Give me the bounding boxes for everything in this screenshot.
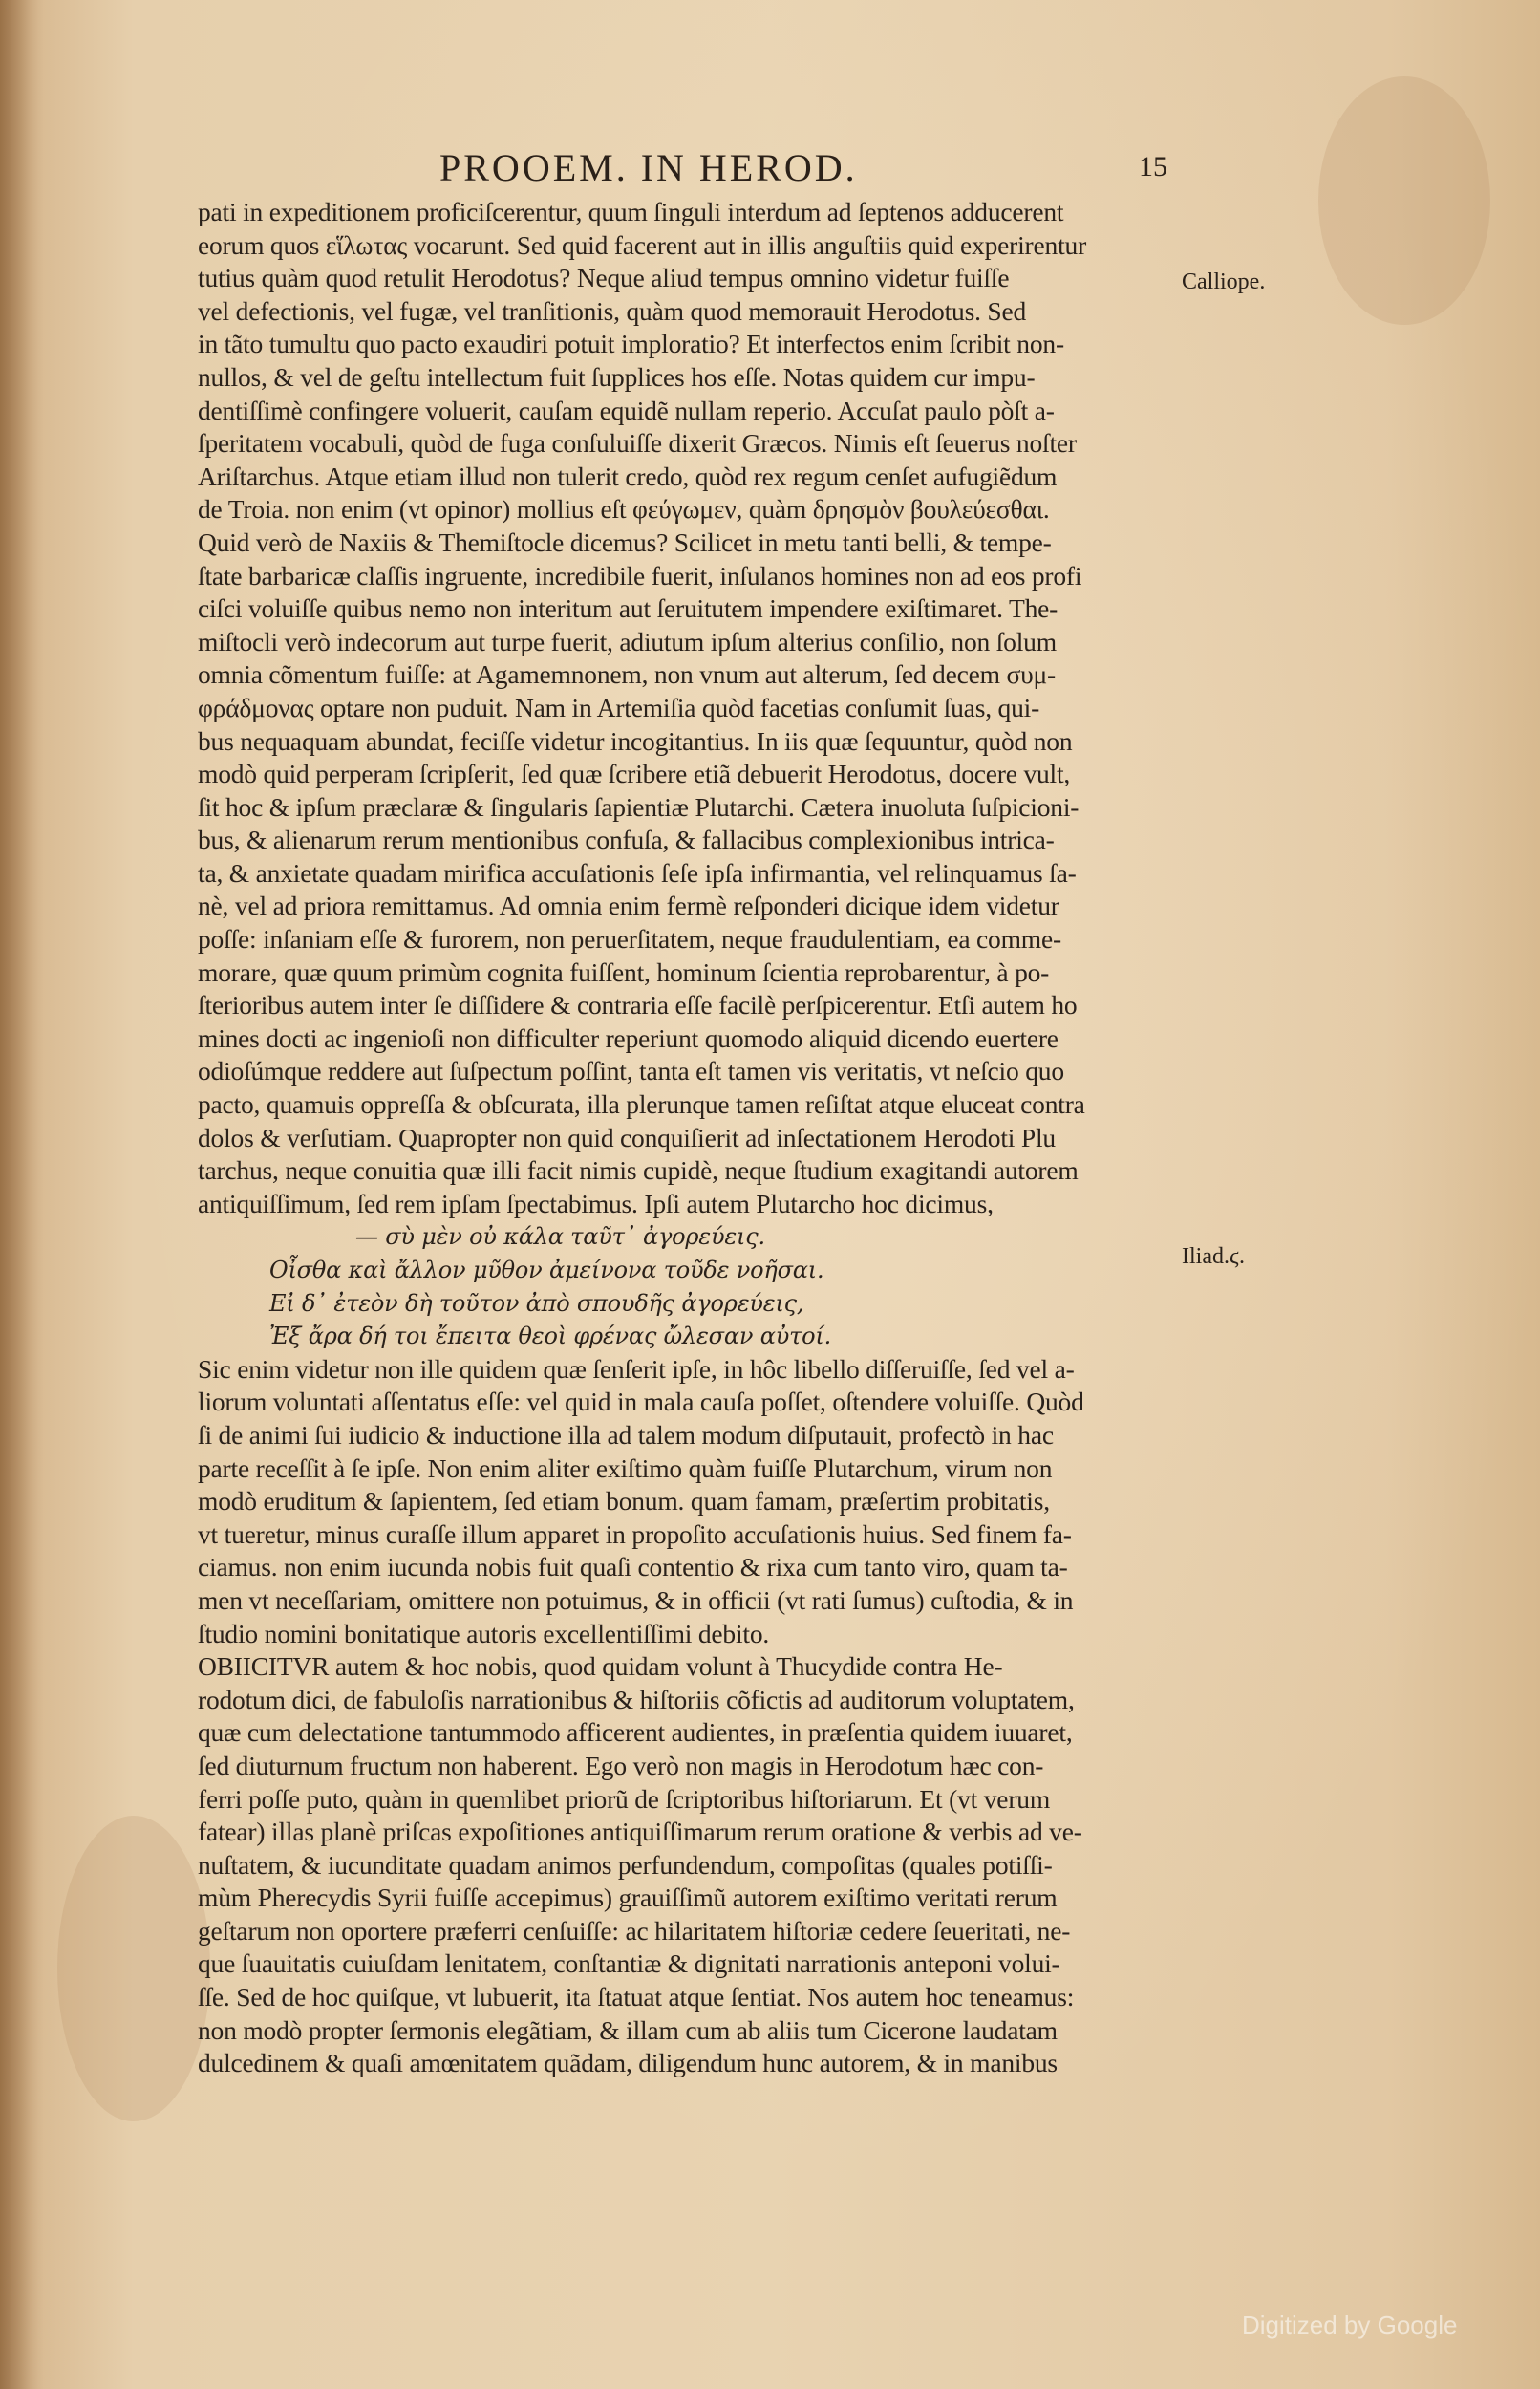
- text-line: parte receſſit à ſe ipſe. Non enim aliter exiſtimo quàm fuiſſe Plutarchum, virum non: [198, 1453, 1053, 1483]
- text-line: fatear) illas planè priſcas expoſitiones antiquiſſimarum rerum oratione & verbis ad ve-: [198, 1817, 1082, 1847]
- text-line: bus, & alienarum rerum mentionibus confuſa, & fallacibus complexionibus intrica-: [198, 825, 1055, 855]
- text-line: ferri poſſe puto, quàm in quemlibet priorũ de ſcriptoribus hiſtoriarum. Et (vt verum: [198, 1783, 1051, 1814]
- text-line: eorum quos εἵλωτας vocarunt. Sed quid facerent aut in illis anguſtiis quid experirentur: [198, 229, 1087, 260]
- page-gutter-shadow: [0, 0, 44, 2389]
- text-line: ſſe. Sed de hoc quiſque, vt lubuerit, ita ſtatuat atque ſentiat. Nos autem hoc teneamus:: [198, 1982, 1075, 2012]
- text-line: ſterioribus autem inter ſe diſſidere & contraria eſſe facilè perſpicerentur. Etſi autem ho: [198, 990, 1078, 1021]
- text-line: OBIICITVR autem & hoc nobis, quod quidam volunt à Thucydide contra He-: [198, 1651, 1003, 1682]
- text-line: mines docti ac ingenioſi non difficulter reperiunt quomodo aliquid dicendo euertere: [198, 1022, 1059, 1053]
- greek-verse-line: Οἶσθα καὶ ἄλλον μῦθον ἀμείνονα τοῦδε νοῆσαι.: [269, 1257, 824, 1283]
- text-line: dulcedinem & quaſi amœnitatem quãdam, diligendum hunc autorem, & in manibus: [198, 2048, 1058, 2078]
- watermark: Digitized by Google: [1242, 2311, 1458, 2339]
- text-line: geſtarum non oportere præferri cenſuiſſe: ac hilaritatem hiſtoriæ cedere ſeueritati, ne-: [198, 1915, 1071, 1946]
- text-line: in tãto tumultu quo pacto exaudiri potuit imploratio? Et interfectos enim ſcribit non-: [198, 329, 1064, 359]
- text-line: quæ cum delectatione tantummodo afficerent audientes, in præſentia quidem iuuaret,: [198, 1717, 1073, 1748]
- text-line: rodotum dici, de fabuloſis narrationibus & hiſtoriis cõfictis ad auditorum voluptatem,: [198, 1684, 1075, 1714]
- text-line: ciſci voluiſſe quibus nemo non interitum aut ſeruitutem impendere exiſtimaret. The-: [198, 593, 1059, 624]
- text-line: dentiſſimè confingere voluerit, cauſam equidẽ nullam reperio. Accuſat paulo pòſt a-: [198, 395, 1055, 425]
- text-line: mùm Pherecydis Syrii fuiſſe accepimus) grauiſſimũ autorem exiſtimo veritati rerum: [198, 1883, 1058, 1913]
- page-number: 15: [1139, 151, 1167, 183]
- text-line: men vt neceſſariam, omittere non potuimus, & in officii (vt rati ſumus) cuſtodia, & in: [198, 1584, 1074, 1615]
- text-line: ſtate barbaricæ claſſis ingruente, incredibile fuerit, inſulanos homines non ad eos profi: [198, 560, 1082, 591]
- body-text: [198, 196, 1177, 2080]
- text-line: bus nequaquam abundat, feciſſe videtur incogitantius. In iis quæ ſequuntur, quòd non: [198, 725, 1073, 756]
- margin-note-calliope: Calliope.: [1182, 269, 1266, 294]
- text-line: Quid verò de Naxiis & Themiſtocle dicemus? Scilicet in metu tanti belli, & tempe-: [198, 527, 1052, 557]
- text-line: antiquiſſimum, ſed rem ipſam ſpectabimus. Ipſi autem Plutarcho hoc dicimus,: [198, 1188, 994, 1218]
- text-line: nè, vel ad priora remittamus. Ad omnia enim fermè reſponderi dicique idem videtur: [198, 891, 1059, 921]
- text-line: omnia cõmentum fuiſſe: at Agamemnonem, non vnum aut alterum, ſed decem συμ-: [198, 659, 1057, 690]
- text-line: ſed diuturnum fructum non haberent. Ego verò non magis in Herodotum hæc con-: [198, 1750, 1044, 1780]
- text-line: miſtocli verò indecorum aut turpe fuerit, adiutum ipſum alterius conſilio, non ſolum: [198, 626, 1057, 656]
- text-line: modò quid perperam ſcripſerit, ſed quæ ſcribere etiã debuerit Herodotus, docere vult,: [198, 759, 1071, 789]
- greek-verse-line: Εἰ δ᾽ ἐτεὸν δὴ τοῦτον ἀπὸ σπουδῆς ἀγορεύεις,: [269, 1289, 804, 1317]
- greek-verse-line: — σὺ μὲν οὐ κάλα ταῦτ᾽ ἀγορεύεις.: [355, 1223, 765, 1251]
- text-line: vt tueretur, minus curaſſe illum apparet in propoſito accuſationis huius. Sed finem fa-: [198, 1518, 1072, 1549]
- text-line: Ariſtarchus. Atque etiam illud non tulerit credo, quòd rex regum cenſet aufugiẽdum: [198, 461, 1058, 491]
- greek-verse-quotation: [198, 1220, 1177, 1352]
- body-paragraph: [198, 196, 1177, 1220]
- text-line: de Troia. non enim (vt opinor) mollius eſt φεύγωμεν, quàm δρησμὸν βουλεύεσθαι.: [198, 494, 1050, 525]
- text-line: tutius quàm quod retulit Herodotus? Neque aliud tempus omnino videtur fuiſſe: [198, 263, 1010, 293]
- text-line: tarchus, neque conuitia quæ illi facit nimis cupidè, neque ſtudium exagitandi autorem: [198, 1155, 1079, 1186]
- paper-stain: [57, 1816, 210, 2121]
- body-paragraph: [198, 1353, 1177, 2080]
- text-line: non modò propter ſermonis elegãtiam, & illam cum ab aliis tum Cicerone laudatam: [198, 2014, 1058, 2045]
- text-line: φράδμονας optare non puduit. Nam in Artemiſia quòd facetias conſumit ſuas, qui-: [198, 692, 1040, 722]
- text-line: ſtudio nomini bonitatique autoris excellentiſſimi debito.: [198, 1618, 770, 1648]
- text-line: odioſúmque reddere aut ſuſpectum poſſint, tanta eſt tamen vis veritatis, vt neſcio quo: [198, 1056, 1064, 1087]
- text-line: ta, & anxietate quadam mirifica accuſationis ſeſe ipſa infirmantia, vel relinquamus ſa-: [198, 857, 1077, 888]
- text-line: poſſe: inſaniam eſſe & furorem, non peruerſitatem, neque fraudulentiam, ea comme-: [198, 924, 1061, 955]
- text-line: nullos, & vel de geſtu intellectum fuit ſupplices hos eſſe. Notas quidem cur impu-: [198, 361, 1036, 392]
- text-line: modò eruditum & ſapientem, ſed etiam bonum. quam famam, præſertim probitatis,: [198, 1486, 1050, 1517]
- text-line: vel defectionis, vel fugæ, vel tranſitionis, quàm quod memorauit Herodotus. Sed: [198, 295, 1027, 326]
- text-line: morare, quæ quum primùm cognita fuiſſent, hominum ſcientia reprobarentur, à po-: [198, 957, 1050, 987]
- text-line: pacto, quamuis oppreſſa & obſcurata, illa plerunque tamen reſiſtat atque eluceat contra: [198, 1089, 1085, 1120]
- text-line: que ſuauitatis cuiuſdam lenitatem, conſtantiæ & dignitati narrationis anteponi volui-: [198, 1948, 1060, 1979]
- paper-stain: [1318, 76, 1490, 325]
- text-line: ciamus. non enim iucunda nobis fuit quaſi contentio & rixa cum tanto viro, quam ta-: [198, 1552, 1068, 1582]
- text-line: ſperitatem vocabuli, quòd de fuga conſuluiſſe dixerit Græcos. Nimis eſt ſeuerus noſter: [198, 428, 1077, 459]
- text-line: pati in expeditionem proficiſcerentur, quum ſinguli interdum ad ſeptenos adducerent: [198, 197, 1064, 226]
- text-line: Sic enim videtur non ille quidem quæ ſenſerit ipſe, in hôc libello diſſeruiſſe, ſed vel a-: [198, 1353, 1075, 1384]
- running-head: PROOEM. IN HEROD.: [439, 146, 858, 189]
- text-line: ſi de animi ſui iudicio & inductione illa ad talem modum diſputauit, profectò in hac: [198, 1419, 1054, 1450]
- margin-note-iliad: Iliad.ϛ.: [1182, 1244, 1246, 1269]
- greek-verse-line: Ἐξ ἄρα δή τοι ἔπειτα θεοὶ φρένας ὤλεσαν αὐτοί.: [269, 1323, 832, 1350]
- text-line: liorum voluntati aſſentatus eſſe: vel quid in mala cauſa poſſet, oſtendere voluiſſe. Quòd: [198, 1387, 1084, 1417]
- text-line: dolos & verſutiam. Quapropter non quid conquiſierit ad inſectationem Herodoti Plu: [198, 1122, 1056, 1152]
- text-line: nuſtatem, & iucunditate quadam animos perfundendum, compoſitas (quales potiſſi-: [198, 1849, 1053, 1880]
- text-line: ſit hoc & ipſum præclaræ & ſingularis ſapientiæ Plutarchi. Cætera inuoluta ſuſpicioni-: [198, 791, 1080, 822]
